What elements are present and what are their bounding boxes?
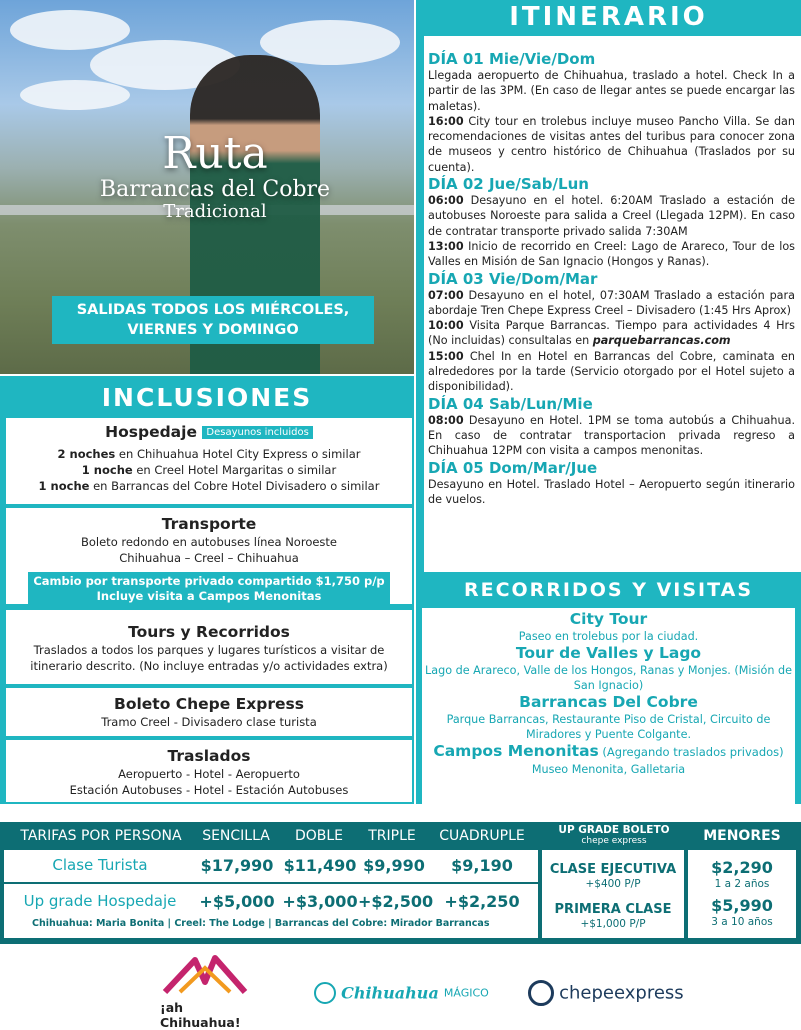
row-clase-turista [4, 850, 538, 882]
recorrido-note: (Agregando traslados privados) [598, 745, 784, 759]
day-time: 16:00 [428, 114, 464, 128]
day-time: 08:00 [428, 413, 464, 427]
recorrido-title [422, 742, 795, 762]
hospedaje-hotel: en Barrancas del Cobre Hotel Divisadero o similar [89, 479, 380, 493]
day-paragraph [428, 349, 795, 395]
day-text-body: Chel In en Hotel en Barrancas del Cobre, caminata en alrededores por la tarde (Servicio otorgado por el Hotel sujeto a disponibilidad). [428, 349, 795, 394]
transporte-line1: Boleto redondo en autobuses línea Noroeste [80, 535, 338, 549]
day-time: 13:00 [428, 239, 464, 253]
day-time: 10:00 [428, 319, 464, 333]
price-triple: $9,990 [363, 856, 425, 875]
hospedaje-hotel: en Chihuahua Hotel City Express o similar [115, 447, 361, 461]
day-time: 06:00 [428, 194, 464, 208]
cambio-line2: Incluye visita a Campos Menonitas [96, 589, 322, 603]
recorrido-text: Parque Barrancas, Restaurante Piso de Cristal, Circuito de Miradores y Puente Colgante. [446, 713, 771, 741]
col-triple: TRIPLE [368, 828, 416, 844]
day-text-body: Desayuno en el hotel. 6:20AM Traslado a estación de autobuses Noroeste para salida a Creel (Llegada 12PM). En caso de contratar transporte privado salida 7:30AM [428, 194, 795, 238]
recorrido-title-text: Campos Menonitas [433, 742, 599, 760]
chepe-icon [528, 980, 554, 1006]
col-doble: DOBLE [294, 828, 344, 844]
traslados-line2: Estación Autobuses - Hotel - Estación Autobuses [69, 783, 349, 797]
traslados-line1: Aeropuerto - Hotel - Aeropuerto [118, 767, 300, 781]
recorrido-title-text: City Tour [569, 610, 648, 628]
day-time: 07:00 [428, 288, 464, 302]
tours-title: Tours y Recorridos [128, 623, 290, 641]
upg-cuadruple: +$2,250 [444, 892, 520, 911]
day-text-body: Visita Parque Barrancas. Tiempo para actividades 4 Hrs (No incluidas) consultalas en [428, 319, 795, 348]
day-time: 15:00 [428, 349, 464, 363]
day-text-body: Llegada aeropuerto de Chihuahua, traslado a hotel. Check In a partir de las 3PM. (En caso de llegar antes se puede encargar las maletas). [428, 69, 795, 113]
day-paragraph [428, 318, 795, 349]
hospedaje-box [6, 418, 412, 504]
recorrido-title-text: Tour de Valles y Lago [515, 644, 702, 662]
hospedaje-hotel: en Creel Hotel Margaritas o similar [132, 463, 337, 477]
day-text-body: City tour en trolebus incluye museo Pancho Villa. Se dan recomendaciones de visitas antes del turibus para conocer zona de museos y centro histórico de Chihuahua (Traslados por su cuenta). [428, 114, 795, 174]
day-paragraph [428, 193, 795, 239]
cambio-line1: Cambio por transporte privado compartido $1,750 p/p [33, 574, 385, 588]
hero-title-line1: Ruta [162, 128, 268, 179]
magico-text: Chihuahua [341, 983, 439, 1003]
chepe-express-logo [528, 980, 684, 1006]
chihuahua-magico-logo [314, 982, 489, 1004]
hospedaje-nights: 1 noche [81, 463, 133, 477]
salidas-banner: SALIDAS TODOS LOS MIÉRCOLES, VIERNES Y DOMINGO [52, 296, 374, 344]
itinerario-header: ITINERARIO [509, 2, 708, 32]
hospedaje-line [6, 462, 412, 478]
day-paragraph [428, 114, 795, 175]
inclusiones-header: INCLUSIONES [101, 383, 313, 412]
hero-title-line2: Barrancas del Cobre [99, 177, 331, 202]
day-paragraph [428, 413, 795, 459]
hospedaje-line [6, 446, 412, 462]
recorrido-title [422, 644, 795, 663]
desayunos-tag: Desayunos incluidos [202, 426, 312, 439]
col-cuadruple: CUADRUPLE [439, 828, 525, 844]
transporte-title: Transporte [161, 515, 257, 533]
ah-chihuahua-icon [160, 952, 250, 996]
price-cuadruple: $9,190 [451, 856, 513, 875]
hero-title-line3: Tradicional [163, 201, 267, 222]
day-paragraph [428, 239, 795, 270]
upgrade-brand: chepe express [581, 836, 647, 846]
primera-clase: PRIMERA CLASE [554, 902, 672, 917]
menores-age-1: 1 a 2 años [714, 878, 770, 890]
itinerario-body [424, 36, 801, 572]
hospedaje-title-text: Hospedaje [105, 423, 197, 441]
recorridos-header: RECORRIDOS Y VISITAS [463, 579, 754, 601]
express-text: express [613, 982, 684, 1004]
menores-age-2: 3 a 10 años [711, 916, 773, 928]
primera-clase-price: +$1,000 P/P [580, 918, 646, 930]
tarifas-section [0, 822, 801, 944]
transporte-line2: Chihuahua – Creel – Chihuahua [119, 551, 299, 565]
hospedaje-lines [6, 446, 412, 494]
hospedaje-nights: 1 noche [38, 479, 90, 493]
price-doble: $11,490 [283, 856, 357, 875]
hero-photo [0, 0, 414, 374]
recorrido-text: Lago de Arareco, Valle de los Hongos, Ranas y Monjes. (Misión de San Ignacio) [425, 664, 792, 692]
day-text-body: Desayuno en Hotel. Traslado Hotel – Aeropuerto según itinerario de vuelos. [428, 477, 795, 506]
row-upgrade-hospedaje [4, 884, 538, 938]
hotels-note: Chihuahua: Maria Bonita | Creel: The Lodge | Barrancas del Cobre: Mirador Barrancas [32, 918, 490, 929]
menores-price-1: $2,290 [711, 858, 773, 877]
magico-icon [314, 982, 336, 1004]
recorrido-title [422, 610, 795, 629]
cambio-banner [28, 572, 390, 606]
row-label: Clase Turista [52, 856, 148, 874]
day-title: DÍA 02 Jue/Sab/Lun [428, 175, 589, 194]
logos-footer [0, 944, 801, 1030]
menores-box [688, 850, 796, 938]
upg-sencilla: +$5,000 [199, 892, 275, 911]
recorridos-body [422, 608, 795, 804]
recorrido-text: Museo Menonita, Galletaria [531, 763, 686, 776]
ah-chihuahua-logo [160, 952, 250, 1030]
day-paragraph [428, 288, 795, 319]
recorrido-title-text: Barrancas Del Cobre [519, 693, 698, 711]
day-text-body: Desayuno en Hotel. 1PM se toma autobús a Chihuahua. En caso de contratar transportacion privada regreso a Chihuahua 12PM con visita a campos menonitas. [428, 413, 795, 458]
price-sencilla: $17,990 [200, 856, 274, 875]
day-title: DÍA 04 Sab/Lun/Mie [428, 394, 593, 413]
upg-triple: +$2,500 [358, 892, 434, 911]
transporte-box [6, 508, 412, 604]
day-text-body: Desayuno en el hotel, 07:30AM Traslado a estación para abordaje Tren Chepe Express Creel – Divisadero (1:45 Hrs Aprox) [428, 288, 795, 317]
chepe-box [6, 688, 412, 736]
row-label: Up grade Hospedaje [23, 892, 177, 910]
recorrido-title [422, 693, 795, 712]
upgrade-boleto-box [542, 850, 684, 938]
tarifas-header: TARIFAS POR PERSONA [20, 828, 182, 844]
inclusiones-section [0, 376, 414, 804]
recorridos-section [416, 572, 801, 804]
tours-box [6, 610, 412, 684]
chepe-title: Boleto Chepe Express [114, 695, 304, 713]
day-paragraph [428, 477, 795, 508]
itinerario-section [416, 0, 801, 572]
tours-text: Traslados a todos los parques y lugares turísticos a visitar de itinerario descrito. (No incluye entradas y/o actividades extra) [30, 643, 388, 673]
upg-doble: +$3,000 [282, 892, 358, 911]
clase-ejecutiva-price: +$400 P/P [585, 878, 641, 890]
parquebarrancas-link[interactable]: parquebarrancas.com [592, 334, 731, 348]
traslados-box [6, 740, 412, 802]
hospedaje-line [6, 478, 412, 494]
hospedaje-nights: 2 noches [57, 447, 116, 461]
menores-price-2: $5,990 [711, 896, 773, 915]
day-text-body: Inicio de recorrido en Creel: Lago de Arareco, Tour de los Valles en Misión de San Ignacio (Hongos y Ranas). [428, 239, 795, 269]
traslados-title: Traslados [167, 747, 251, 765]
magico-sub: MÁGICO [443, 986, 489, 1000]
upgrade-boleto-header: UP GRADE BOLETO [558, 824, 670, 836]
menores-header: MENORES [703, 828, 781, 844]
recorrido-text: Paseo en trolebus por la ciudad. [518, 630, 699, 643]
clase-ejecutiva: CLASE EJECUTIVA [549, 862, 677, 877]
day-title: DÍA 03 Vie/Dom/Mar [428, 269, 598, 288]
day-title: DÍA 01 Mie/Vie/Dom [428, 50, 596, 68]
chepe-text: Tramo Creel - Divisadero clase turista [101, 715, 317, 729]
day-title: DÍA 05 Dom/Mar/Jue [428, 458, 598, 477]
chepe-text: chepe [559, 982, 614, 1004]
hospedaje-title [6, 422, 412, 442]
day-paragraph [428, 68, 795, 114]
hero-title [70, 130, 360, 222]
col-sencilla: SENCILLA [202, 828, 270, 844]
ah-chihuahua-text: ¡ah Chihuahua! [160, 1000, 241, 1030]
